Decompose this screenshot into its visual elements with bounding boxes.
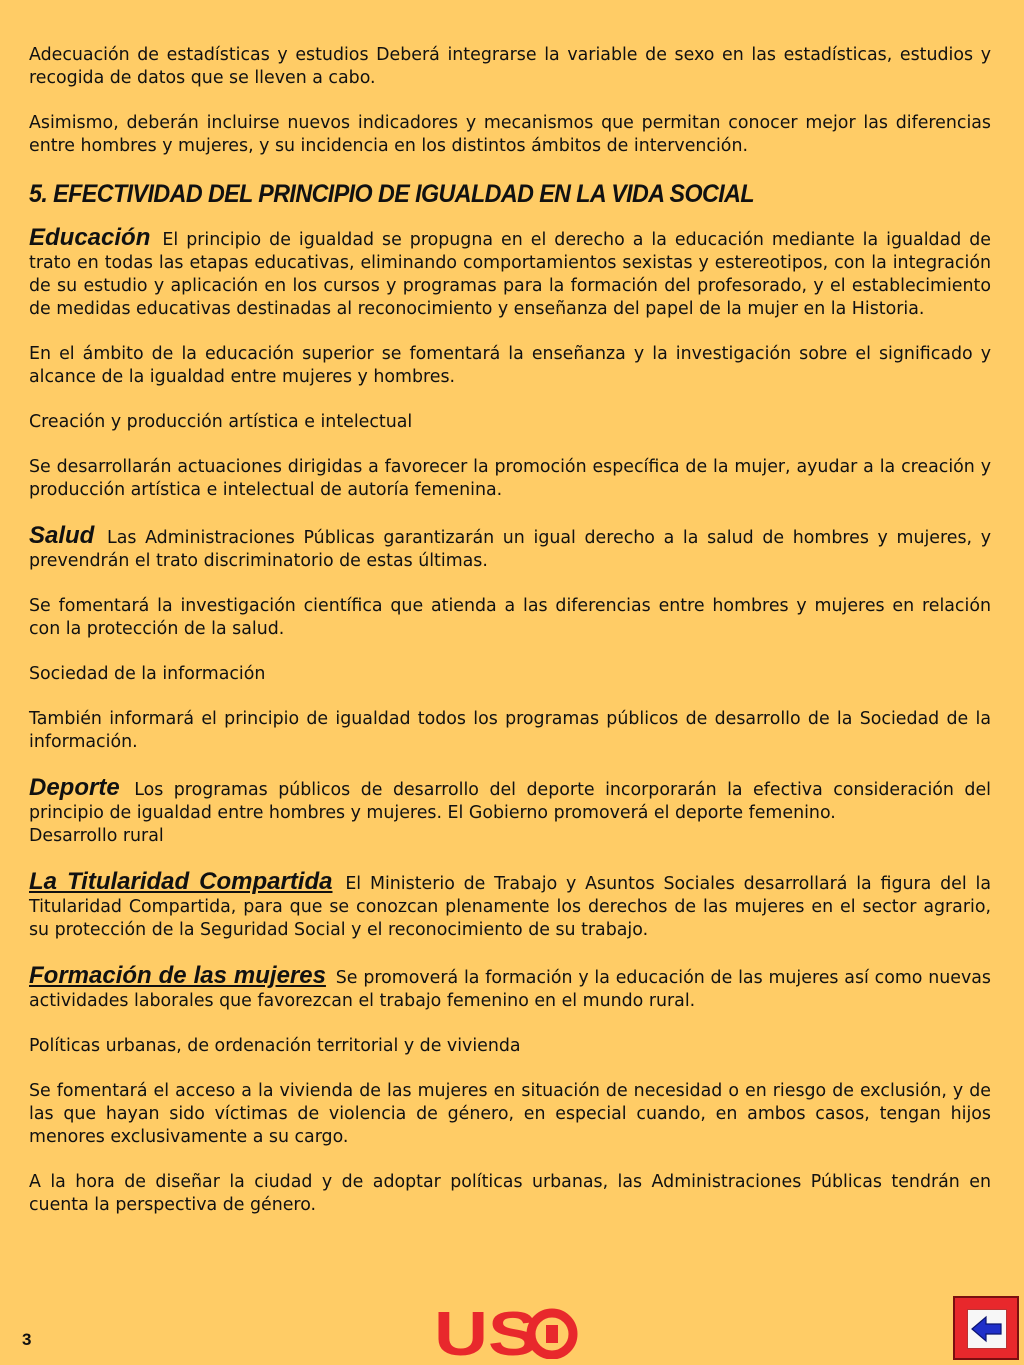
paragraph-titularidad — [29, 870, 991, 942]
paragraph-deporte — [29, 776, 991, 825]
document-body — [29, 44, 991, 1217]
formacion-text: Se promoverá la formación y la educación de las mujeres así como nuevas actividades laborales que favorezcan el trabajo femenino en el mundo rural. — [29, 968, 991, 1011]
subheading-creacion: Creación y producción artística e intelectual — [29, 412, 413, 432]
keyword-deporte: Deporte — [29, 774, 120, 801]
paragraph-educacion — [29, 226, 991, 321]
paragraph-formacion — [29, 964, 991, 1013]
paragraph-ciudad: A la hora de diseñar la ciudad y de adoptar políticas urbanas, las Administraciones Públicas tendrán en cuenta la perspectiva de género. — [29, 1172, 991, 1215]
subheading-politicas: Políticas urbanas, de ordenación territorial y de vivienda — [29, 1036, 521, 1056]
page-number: 3 — [22, 1330, 32, 1349]
section-title: 5. EFECTIVIDAD DEL PRINCIPIO DE IGUALDAD EN LA VIDA SOCIAL — [29, 180, 755, 208]
paragraph-creacion: Se desarrollarán actuaciones dirigidas a favorecer la promoción específica de la mujer, ayudar a la creación y producción artística e intelectual de autoría femenina. — [29, 457, 991, 500]
salud-text: Las Administraciones Públicas garantizarán un igual derecho a la salud de hombres y mujeres, y prevendrán el trato discriminatorio de estas últimas. — [29, 528, 991, 571]
educacion-text: El principio de igualdad se propugna en el derecho a la educación mediante la igualdad de trato en todas las etapas educativas, eliminando comportamientos sexistas y estereotipos, con la integración de su estudio y aplicación en los cursos y programas para la formación del profesorado, y el establecimiento de medidas educativas destinadas al reconocimiento y enseñanza del papel de la mujer en la Historia. — [29, 230, 992, 319]
keyword-formacion: Formación de las mujeres — [29, 962, 326, 989]
logo-letters: US — [434, 1305, 538, 1359]
paragraph-salud — [29, 524, 991, 573]
paragraph-vivienda: Se fomentará el acceso a la vivienda de las mujeres en situación de necesidad o en riesgo de exclusión, y de las que hayan sido víctimas de violencia de género, en especial cuando, en ambos casos, tengan hijos menores exclusivamente a su cargo. — [29, 1081, 991, 1147]
paragraph-estadisticas: Adecuación de estadísticas y estudios Deberá integrarse la variable de sexo en las estadísticas, estudios y recogida de datos que se lleven a cabo. — [29, 45, 991, 88]
back-button-face — [967, 1309, 1007, 1349]
keyword-salud: Salud — [29, 522, 95, 549]
back-button[interactable] — [953, 1296, 1019, 1360]
subheading-rural: Desarrollo rural — [29, 826, 164, 846]
paragraph-investigacion: Se fomentará la investigación científica que atienda a las diferencias entre hombres y mujeres en relación con la protección de la salud. — [29, 596, 991, 639]
paragraph-sociedad: También informará el principio de igualdad todos los programas públicos de desarrollo de la Sociedad de la información. — [29, 709, 991, 752]
deporte-text: Los programas públicos de desarrollo del deporte incorporarán la efectiva consideración del principio de igualdad entre hombres y mujeres. El Gobierno promoverá el deporte femenino. — [29, 780, 992, 823]
titularidad-text: El Ministerio de Trabajo y Asuntos Sociales desarrollará la figura del la Titularidad Compartida, para que se conozcan plenamente los derechos de las mujeres en el sector agrario, su protección de la Seguridad Social y el reconocimiento de su trabajo. — [29, 874, 991, 940]
paragraph-indicadores: Asimismo, deberán incluirse nuevos indicadores y mecanismos que permitan conocer mejor las diferencias entre hombres y mujeres, y su incidencia en los distintos ámbitos de intervención. — [29, 113, 991, 156]
left-arrow-icon — [968, 1310, 1006, 1348]
keyword-titularidad: La Titularidad Compartida — [29, 868, 333, 895]
uso-logo — [434, 1305, 578, 1359]
paragraph-educacion-superior: En el ámbito de la educación superior se fomentará la enseñanza y la investigación sobre el significado y alcance de la igualdad entre mujeres y hombres. — [29, 344, 991, 387]
logo-o-mark — [546, 1325, 558, 1343]
keyword-educacion: Educación — [29, 224, 151, 251]
subheading-sociedad: Sociedad de la información — [29, 664, 266, 684]
